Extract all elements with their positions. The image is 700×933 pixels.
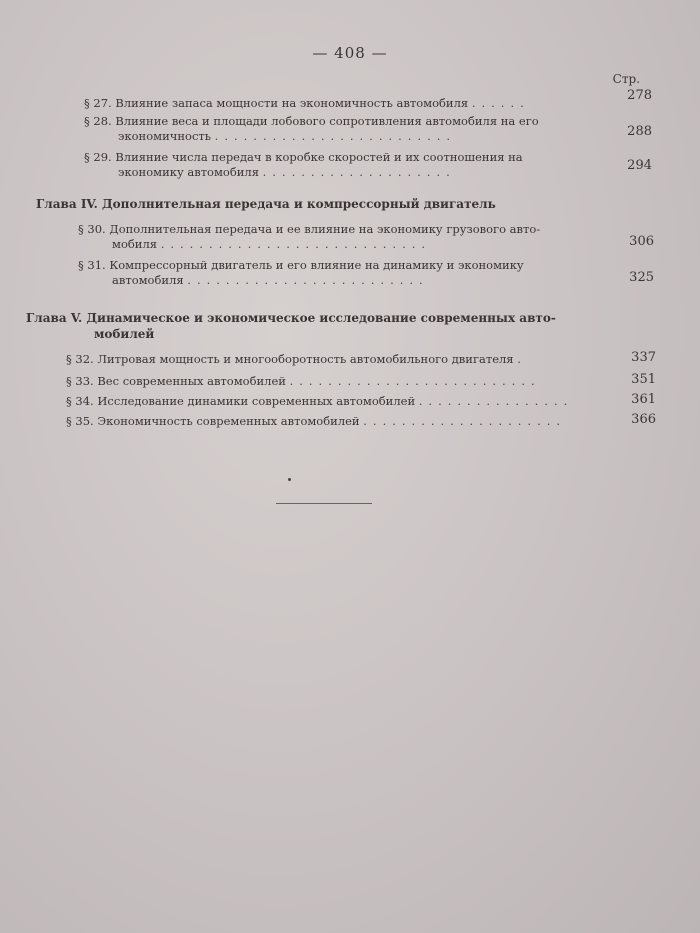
toc-page-28: 288 (627, 124, 652, 139)
toc-page-32: 337 (631, 350, 656, 365)
toc-entry-text: § 35. Экономичность современных автомобилей (66, 414, 360, 428)
toc-entry-33: § 33. Вес современных автомобилей .......................... (66, 374, 541, 388)
toc-entry-27: § 27. Влияние запаса мощности на экономичность автомобиля ...... (84, 96, 530, 110)
toc-entry-text: § 30. Дополнительная передача и ее влияние на экономику грузового авто- (78, 222, 541, 236)
toc-entry-text: § 34. Исследование динамики современных автомобилей (66, 394, 416, 408)
toc-entry-cont: экономику автомобиля (118, 165, 259, 179)
toc-entry-34: § 34. Исследование динамики современных автомобилей ................ (66, 394, 574, 408)
toc-entry-cont: экономичность (118, 129, 212, 143)
chapter-5-title (26, 310, 616, 342)
toc-entry-35: § 35. Экономичность современных автомобилей ..................... (66, 414, 567, 428)
ink-mark (288, 478, 291, 481)
toc-entry-text: § 32. Литровая мощность и многооборотность автомобильного двигателя (66, 352, 514, 366)
chapter-5-title-cont: мобилей (94, 327, 155, 341)
toc-page-33: 351 (631, 372, 656, 387)
toc-entry-32: § 32. Литровая мощность и многооборотность автомобильного двигателя . (66, 352, 527, 366)
chapter-5-title-line: Глава V. Динамическое и экономическое исследование современных авто- (26, 311, 556, 325)
toc-entry-28: § 28. Влияние веса и площади лобового сопротивления автомобиля на его экономичность ......................... (84, 114, 604, 144)
toc-entry-text: § 31. Компрессорный двигатель и его влияние на динамику и экономику (78, 258, 524, 272)
toc-entry-text: § 28. Влияние веса и площади лобового сопротивления автомобиля на его (84, 114, 539, 128)
toc-entry-text: § 29. Влияние числа передач в коробке скоростей и их соотношения на (84, 150, 523, 164)
toc-entry-30: § 30. Дополнительная передача и ее влияние на экономику грузового авто- мобиля ............................ (78, 222, 608, 252)
page-column-label: Стр. (612, 72, 640, 86)
chapter-4-title: Глава IV. Дополнительная передача и компрессорный двигатель (36, 197, 496, 211)
toc-page-30: 306 (629, 234, 654, 249)
toc-entry-cont: автомобиля (112, 273, 184, 287)
toc-page-34: 361 (631, 392, 656, 407)
page-number: — 408 — (312, 44, 388, 62)
toc-entry-29: § 29. Влияние числа передач в коробке скоростей и их соотношения на экономику автомобиля .................... (84, 150, 604, 180)
toc-entry-cont: мобиля (112, 237, 158, 251)
end-rule (276, 503, 372, 504)
toc-page-27: 278 (627, 88, 652, 103)
toc-page-31: 325 (629, 270, 654, 285)
toc-page-35: 366 (631, 412, 656, 427)
toc-entry-31: § 31. Компрессорный двигатель и его влияние на динамику и экономику автомобиля ......................... (78, 258, 608, 288)
toc-page-29: 294 (627, 158, 652, 173)
toc-entry-text: § 27. Влияние запаса мощности на экономичность автомобиля (84, 96, 469, 110)
toc-entry-text: § 33. Вес современных автомобилей (66, 374, 286, 388)
